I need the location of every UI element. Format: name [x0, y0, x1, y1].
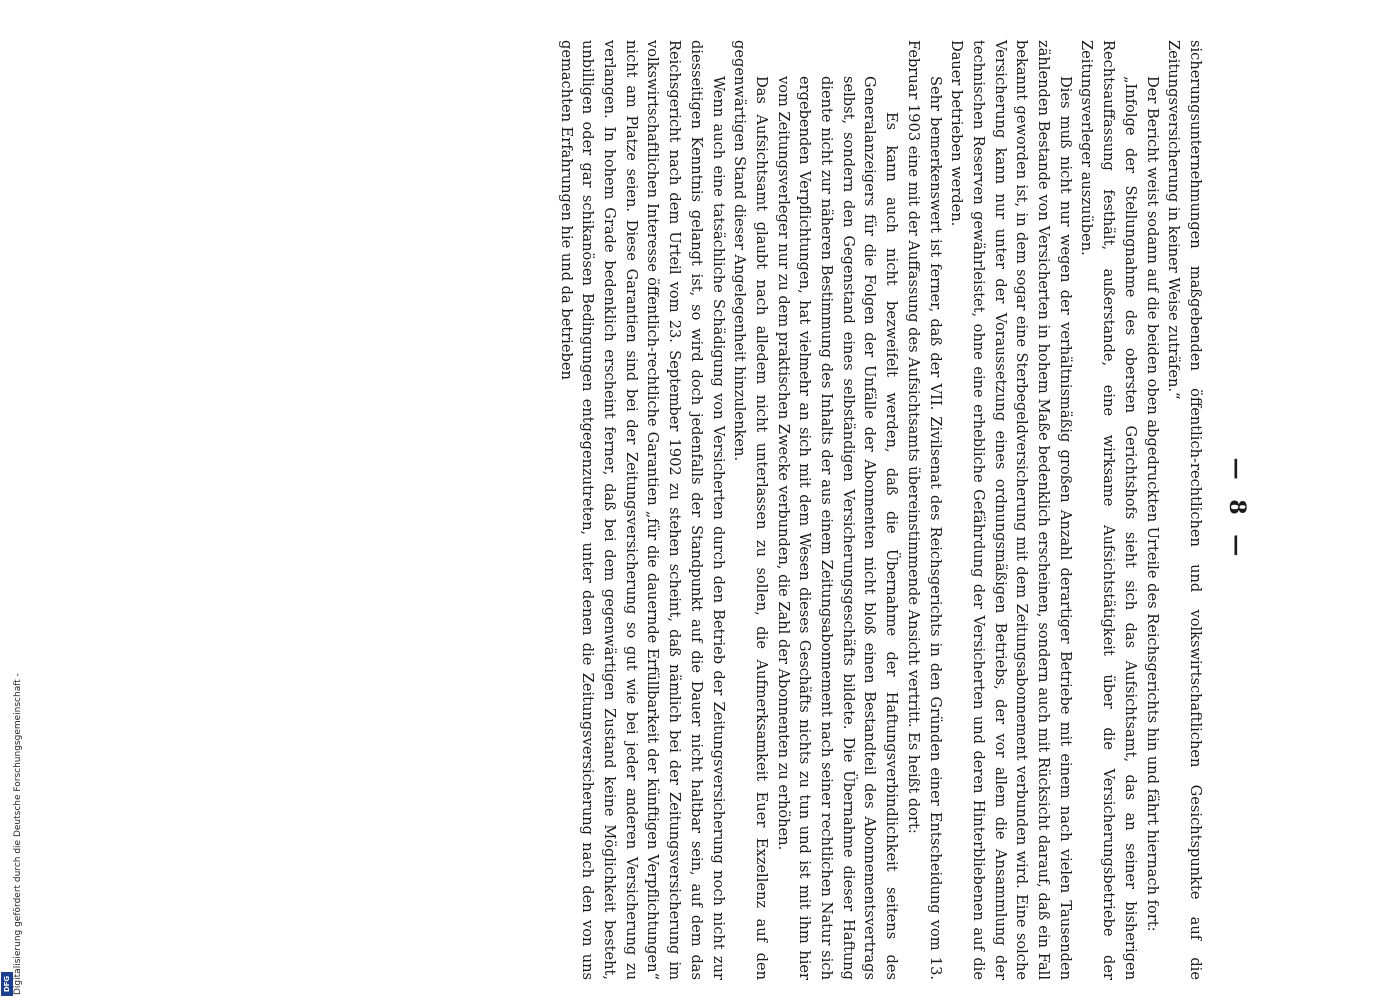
paragraph-quote-reichsgericht: Sehr bemerkenswert ist ferner, daß der VII. Zivilsenat des Reichsgerichts in den Gründen einer Entscheidung vom 13. Februar 1903 eine mit der Auffassung des Aufsichtsamts übereinstimmende Ansicht vertritt. Es heißt dort: [904, 40, 944, 980]
dfg-logo [1, 972, 13, 996]
paragraph-quote-attention: Das Aufsichtsamt glaubt nach alledem nicht unterlassen zu sollen, die Aufmerksamkeit Euer Exzellenz auf den gegenwärtigen Stand dieser Angelegenheit hinzulenken. [731, 40, 770, 980]
dfg-logo-text: DFG [3, 975, 11, 993]
rotated-text-block [130, 40, 1250, 980]
paragraph-quote-citation: Es kann auch nicht bezweifelt werden, daß die Übernahme der Haftungsverbindlichkeit seitens des Generalanzeigers für die Folgen der Unfälle der Abonnenten nicht bloß einen Bestandteil des Abonnementsvertrags selbst, sondern den Gegenstand eines selbständigen Versicherungsgeschäfts bildete. Die Übernahme dieser Haftung diente nicht zur näheren Bestimmung des Inhalts der aus einem Zeitungsabonnement nach seiner rechtlichen Natur sich ergebenden Verpflichtungen, hat vielmehr an sich mit dem Wesen dieses Geschäfts nichts zu tun und ist mit ihm hier vom Zeitungsverleger nur zu dem praktischen Zwecke verbunden, die Zahl der Abonnenten zu erhöhen. [774, 76, 901, 980]
paragraph-report: Der Bericht weist sodann auf die beiden oben abgedruckten Urteile des Reichsgerichts hin und fährt hiernach fort: [1143, 76, 1161, 932]
page-number: — 8 — [1224, 457, 1250, 563]
page-content [130, 40, 1250, 980]
paragraph-continuation: sicherungsunternehmungen maßgebenden öffentlich-rechtlichen und volkswirtschaftlichen Gesichtspunkte auf die Zeitungsversicherung in keiner Weise zuträfen.“ [1165, 40, 1204, 980]
digitization-credit-strip [0, 600, 23, 1000]
digitization-credit-text: Digitalisierung gefördert durch die Deutsche Forschungsgemeinschaft - [13, 673, 23, 995]
paragraph-quote-start: „Infolge der Stellungnahme des obersten Gerichtshofs sieht sich das Aufsichtsamt, das an seiner bisherigen Rechtsauffassung festhält, außerstande, eine wirksame Aufsichtstätigkeit über die Versicherungsbetriebe der Zeitungsverleger auszuüben. [1078, 40, 1139, 980]
paragraph-quote-guarantees: Wenn auch eine tatsächliche Schädigung von Versicherten durch den Betrieb der Zeitungsversicherung noch nicht zur diesseitigen Kenntnis gelangt ist, so wird doch jedenfalls der Standpunkt auf die Dauer nicht haltbar sein, auf dem das Reichsgericht nach dem Urteil vom 23. September 1902 zu stehen scheint, daß nämlich bei der Zeitungsversicherung im volkswirtschaftlichen Interesse öffentlich-rechtliche Garantien „für die dauernde Erfüllbarkeit der künftigen Verpflichtungen“ nicht am Platze seien. Diese Garantien sind bei der Zeitungsversicherung so gut wie bei jeder anderen Versicherung zu verlangen. In hohem Grade bedenklich erscheint ferner, daß bei dem gegenwärtigen Zustand keine Möglichkeit besteht, unbilligen oder gar schikanösen Bedingungen entgegenzutreten, unter denen die Zeitungsversicherung nach den von uns gemachten Erfahrungen hie und da betrieben [557, 40, 727, 980]
paragraph-quote-concern: Dies muß nicht nur wegen der verhältnismäßig großen Anzahl derartiger Betriebe mit einem nach vielen Tausenden zählenden Bestande von Versicherten in hohem Maße bedenklich erscheinen, sondern auch mit Rücksicht darauf, daß ein Fall bekannt geworden ist, in dem sogar eine Sterbegeldversicherung mit dem Zeitungsabonnement verbunden wird. Eine solche Versicherung kann nur unter der Voraussetzung eines ordnungsmäßigen Betriebs, der vor allem die Ansammlung der technischen Reserven gewährleistet, ohne eine erhebliche Gefährdung der Versicherten und deren Hinterbliebenen auf die Dauer betrieben werden. [948, 40, 1074, 980]
